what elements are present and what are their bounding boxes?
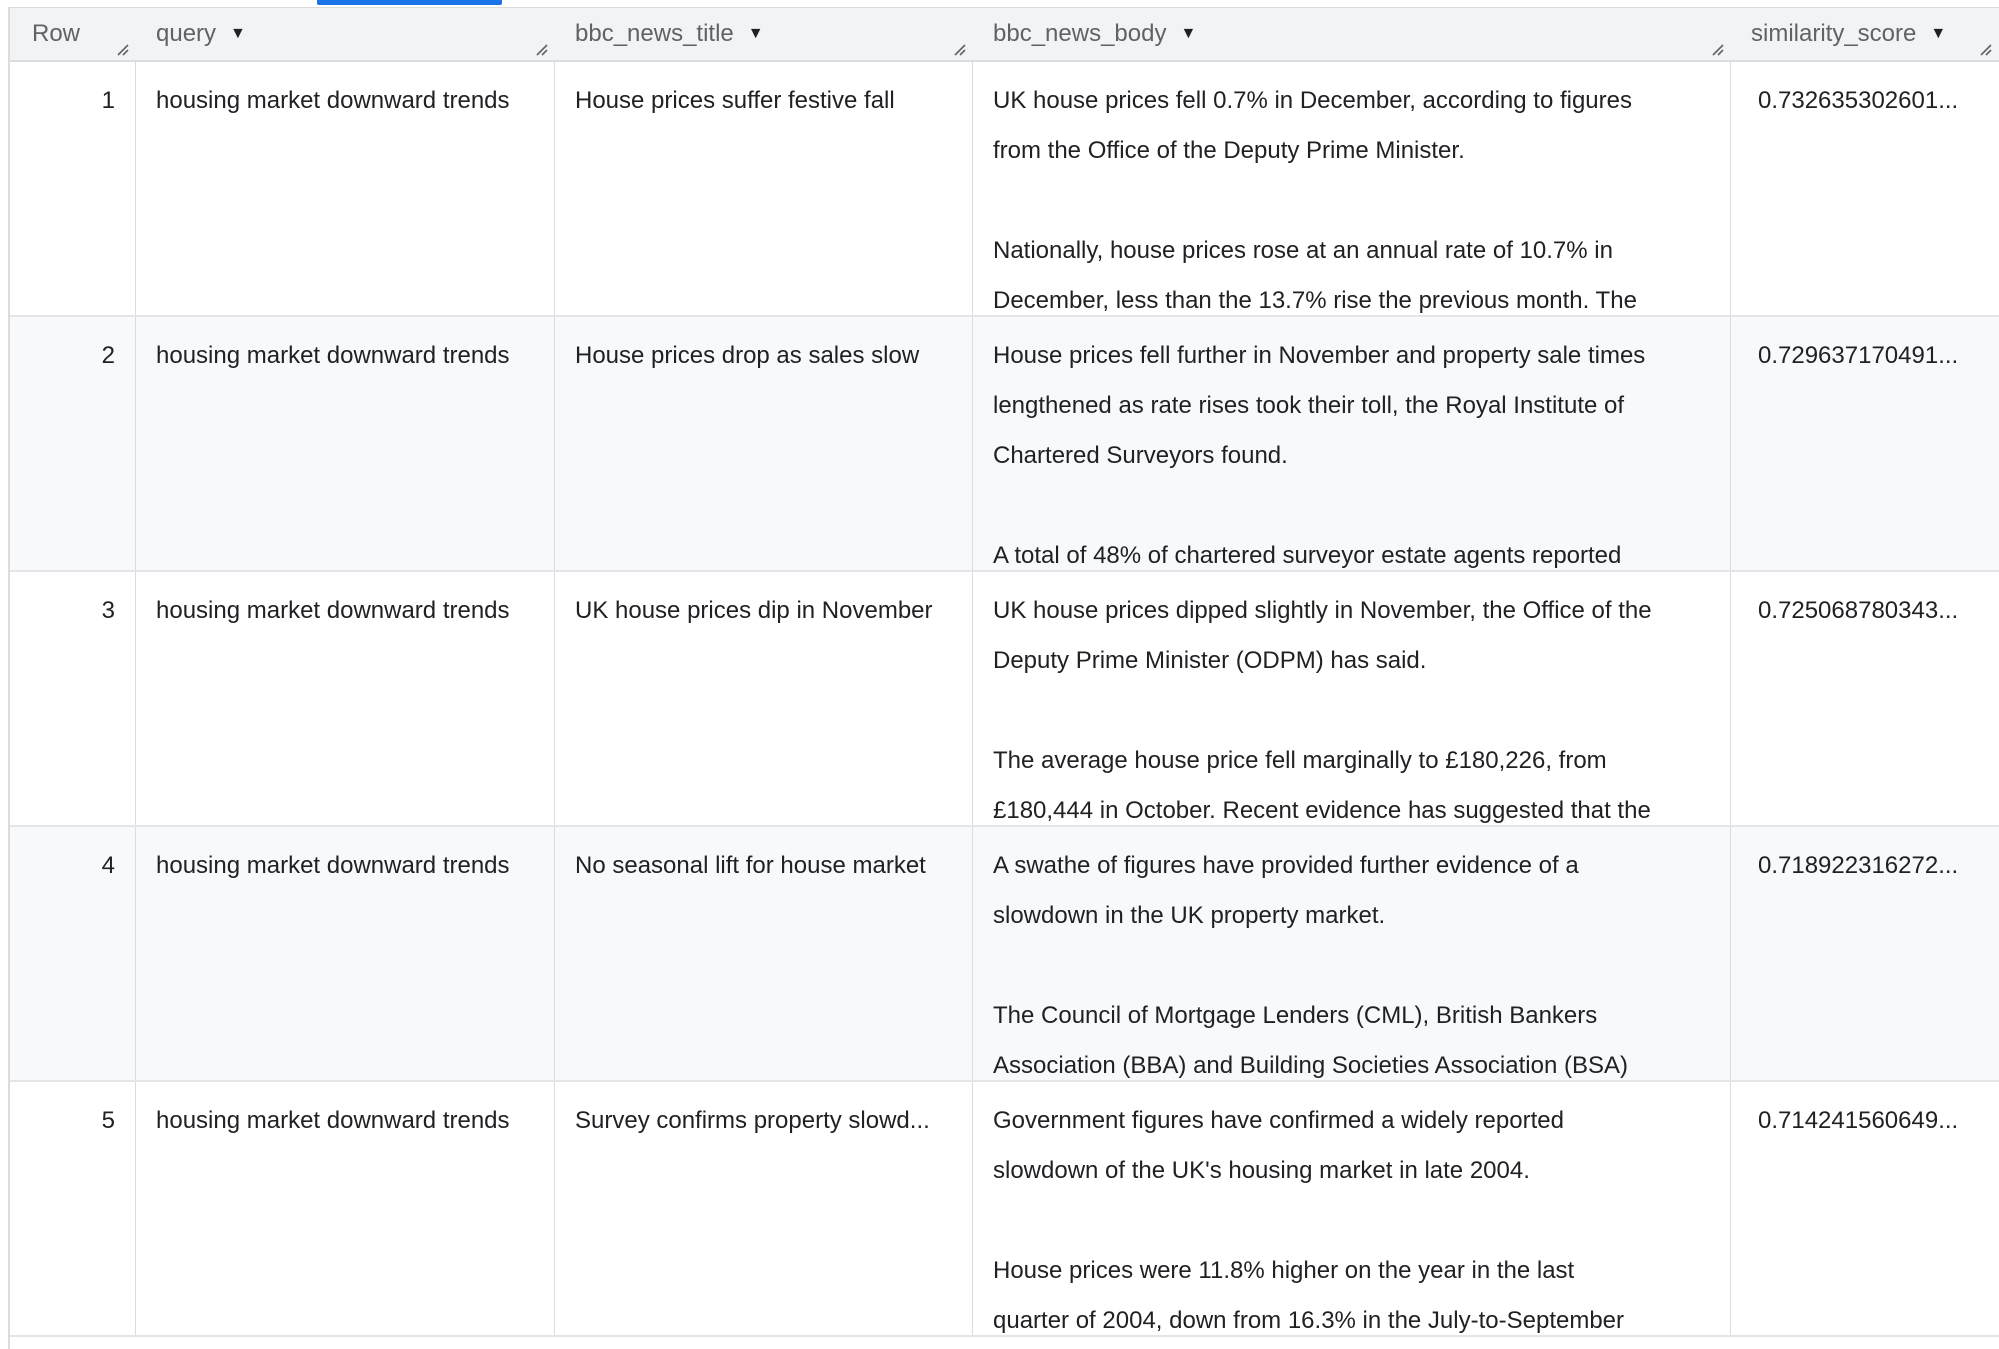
column-label: Row xyxy=(32,20,81,47)
resize-handle-icon[interactable] xyxy=(116,42,130,56)
resize-handle-icon[interactable] xyxy=(953,42,967,56)
body-line: Government figures have confirmed a widely reported xyxy=(993,1107,1564,1134)
query-cell[interactable]: housing market downward trends xyxy=(136,572,555,825)
column-label: bbc_news_body xyxy=(993,20,1167,47)
similarity-score-cell[interactable]: 0.725068780343... xyxy=(1758,597,1959,624)
sort-dropdown-icon[interactable]: ▼ xyxy=(1930,25,1947,42)
body-line: The average house price fell marginally to £180,226, from xyxy=(993,747,1607,774)
column-header-row[interactable] xyxy=(10,8,136,60)
title-cell[interactable]: No seasonal lift for house market xyxy=(555,827,973,1080)
resize-handle-icon[interactable] xyxy=(535,42,549,56)
table-row[interactable] xyxy=(10,1082,1999,1337)
body-line: A swathe of figures have provided further evidence of a xyxy=(993,852,1579,879)
title-cell[interactable]: UK house prices dip in November xyxy=(555,572,973,825)
body-line: quarter of 2004, down from 16.3% in the July-to-September xyxy=(993,1307,1625,1334)
row-number-cell[interactable]: 1 xyxy=(10,62,136,315)
body-cell[interactable] xyxy=(973,572,1731,825)
body-line: Chartered Surveyors found. xyxy=(993,442,1288,469)
column-label: bbc_news_title xyxy=(575,20,734,47)
resize-handle-icon[interactable] xyxy=(1979,42,1993,56)
column-header-similarity-score[interactable] xyxy=(1731,8,1999,60)
row-number-cell[interactable]: 4 xyxy=(10,827,136,1080)
body-line: UK house prices dipped slightly in November, the Office of the xyxy=(993,597,1652,624)
column-header-query[interactable] xyxy=(136,8,555,60)
query-cell[interactable]: housing market downward trends xyxy=(136,1082,555,1335)
body-line xyxy=(993,941,1710,991)
body-line: A total of 48% of chartered surveyor estate agents reported xyxy=(993,542,1622,569)
sort-dropdown-icon[interactable]: ▼ xyxy=(230,25,246,42)
body-line xyxy=(993,481,1710,531)
similarity-score-cell[interactable]: 0.732635302601... xyxy=(1758,87,1959,114)
similarity-score-cell[interactable]: 0.714241560649... xyxy=(1758,1107,1959,1134)
body-line xyxy=(993,1196,1710,1246)
table-row[interactable] xyxy=(10,317,1999,572)
body-line: lengthened as rate rises took their toll, the Royal Institute of xyxy=(993,392,1625,419)
body-cell[interactable] xyxy=(973,62,1731,315)
body-line: slowdown of the UK's housing market in late 2004. xyxy=(993,1157,1530,1184)
body-line: from the Office of the Deputy Prime Minister. xyxy=(993,137,1465,164)
sort-dropdown-icon[interactable]: ▼ xyxy=(1180,25,1197,42)
column-header-bbc-news-title[interactable] xyxy=(555,8,973,60)
body-line: slowdown in the UK property market. xyxy=(993,902,1386,929)
body-line: Nationally, house prices rose at an annual rate of 10.7% in xyxy=(993,237,1613,264)
row-number-cell[interactable]: 5 xyxy=(10,1082,136,1335)
body-line: December, less than the 13.7% rise the previous month. The xyxy=(993,287,1637,314)
table-header xyxy=(10,8,1999,62)
query-cell[interactable]: housing market downward trends xyxy=(136,827,555,1080)
body-line: £180,444 in October. Recent evidence has suggested that the xyxy=(993,797,1651,824)
column-label: query xyxy=(156,20,217,47)
body-line: UK house prices fell 0.7% in December, according to figures xyxy=(993,87,1632,114)
row-number-cell[interactable]: 2 xyxy=(10,317,136,570)
row-number-cell[interactable]: 3 xyxy=(10,572,136,825)
body-line: The Council of Mortgage Lenders (CML), British Bankers xyxy=(993,1002,1598,1029)
body-cell[interactable] xyxy=(973,317,1731,570)
body-line: Deputy Prime Minister (ODPM) has said. xyxy=(993,647,1427,674)
sort-dropdown-icon[interactable]: ▼ xyxy=(747,25,764,42)
table-row[interactable] xyxy=(10,62,1999,317)
similarity-score-cell[interactable]: 0.729637170491... xyxy=(1758,342,1959,369)
similarity-score-cell[interactable]: 0.718922316272... xyxy=(1758,852,1959,879)
body-line xyxy=(993,686,1710,736)
column-label: similarity_score xyxy=(1751,20,1917,47)
query-cell[interactable]: housing market downward trends xyxy=(136,317,555,570)
column-header-bbc-news-body[interactable] xyxy=(973,8,1731,60)
body-line: House prices fell further in November and property sale times xyxy=(993,342,1646,369)
resize-handle-icon[interactable] xyxy=(1711,42,1725,56)
title-cell[interactable]: Survey confirms property slowd... xyxy=(555,1082,973,1335)
body-cell[interactable] xyxy=(973,827,1731,1080)
body-line: House prices were 11.8% higher on the year in the last xyxy=(993,1257,1575,1284)
title-cell[interactable]: House prices suffer festive fall xyxy=(555,62,973,315)
body-line: Association (BBA) and Building Societies Association (BSA) xyxy=(993,1052,1628,1079)
body-line xyxy=(993,176,1710,226)
query-cell[interactable]: housing market downward trends xyxy=(136,62,555,315)
body-cell[interactable] xyxy=(973,1082,1731,1335)
results-table xyxy=(10,8,1999,1337)
active-tab-indicator xyxy=(317,0,502,5)
table-row[interactable] xyxy=(10,827,1999,1082)
table-row[interactable] xyxy=(10,572,1999,827)
title-cell[interactable]: House prices drop as sales slow xyxy=(555,317,973,570)
